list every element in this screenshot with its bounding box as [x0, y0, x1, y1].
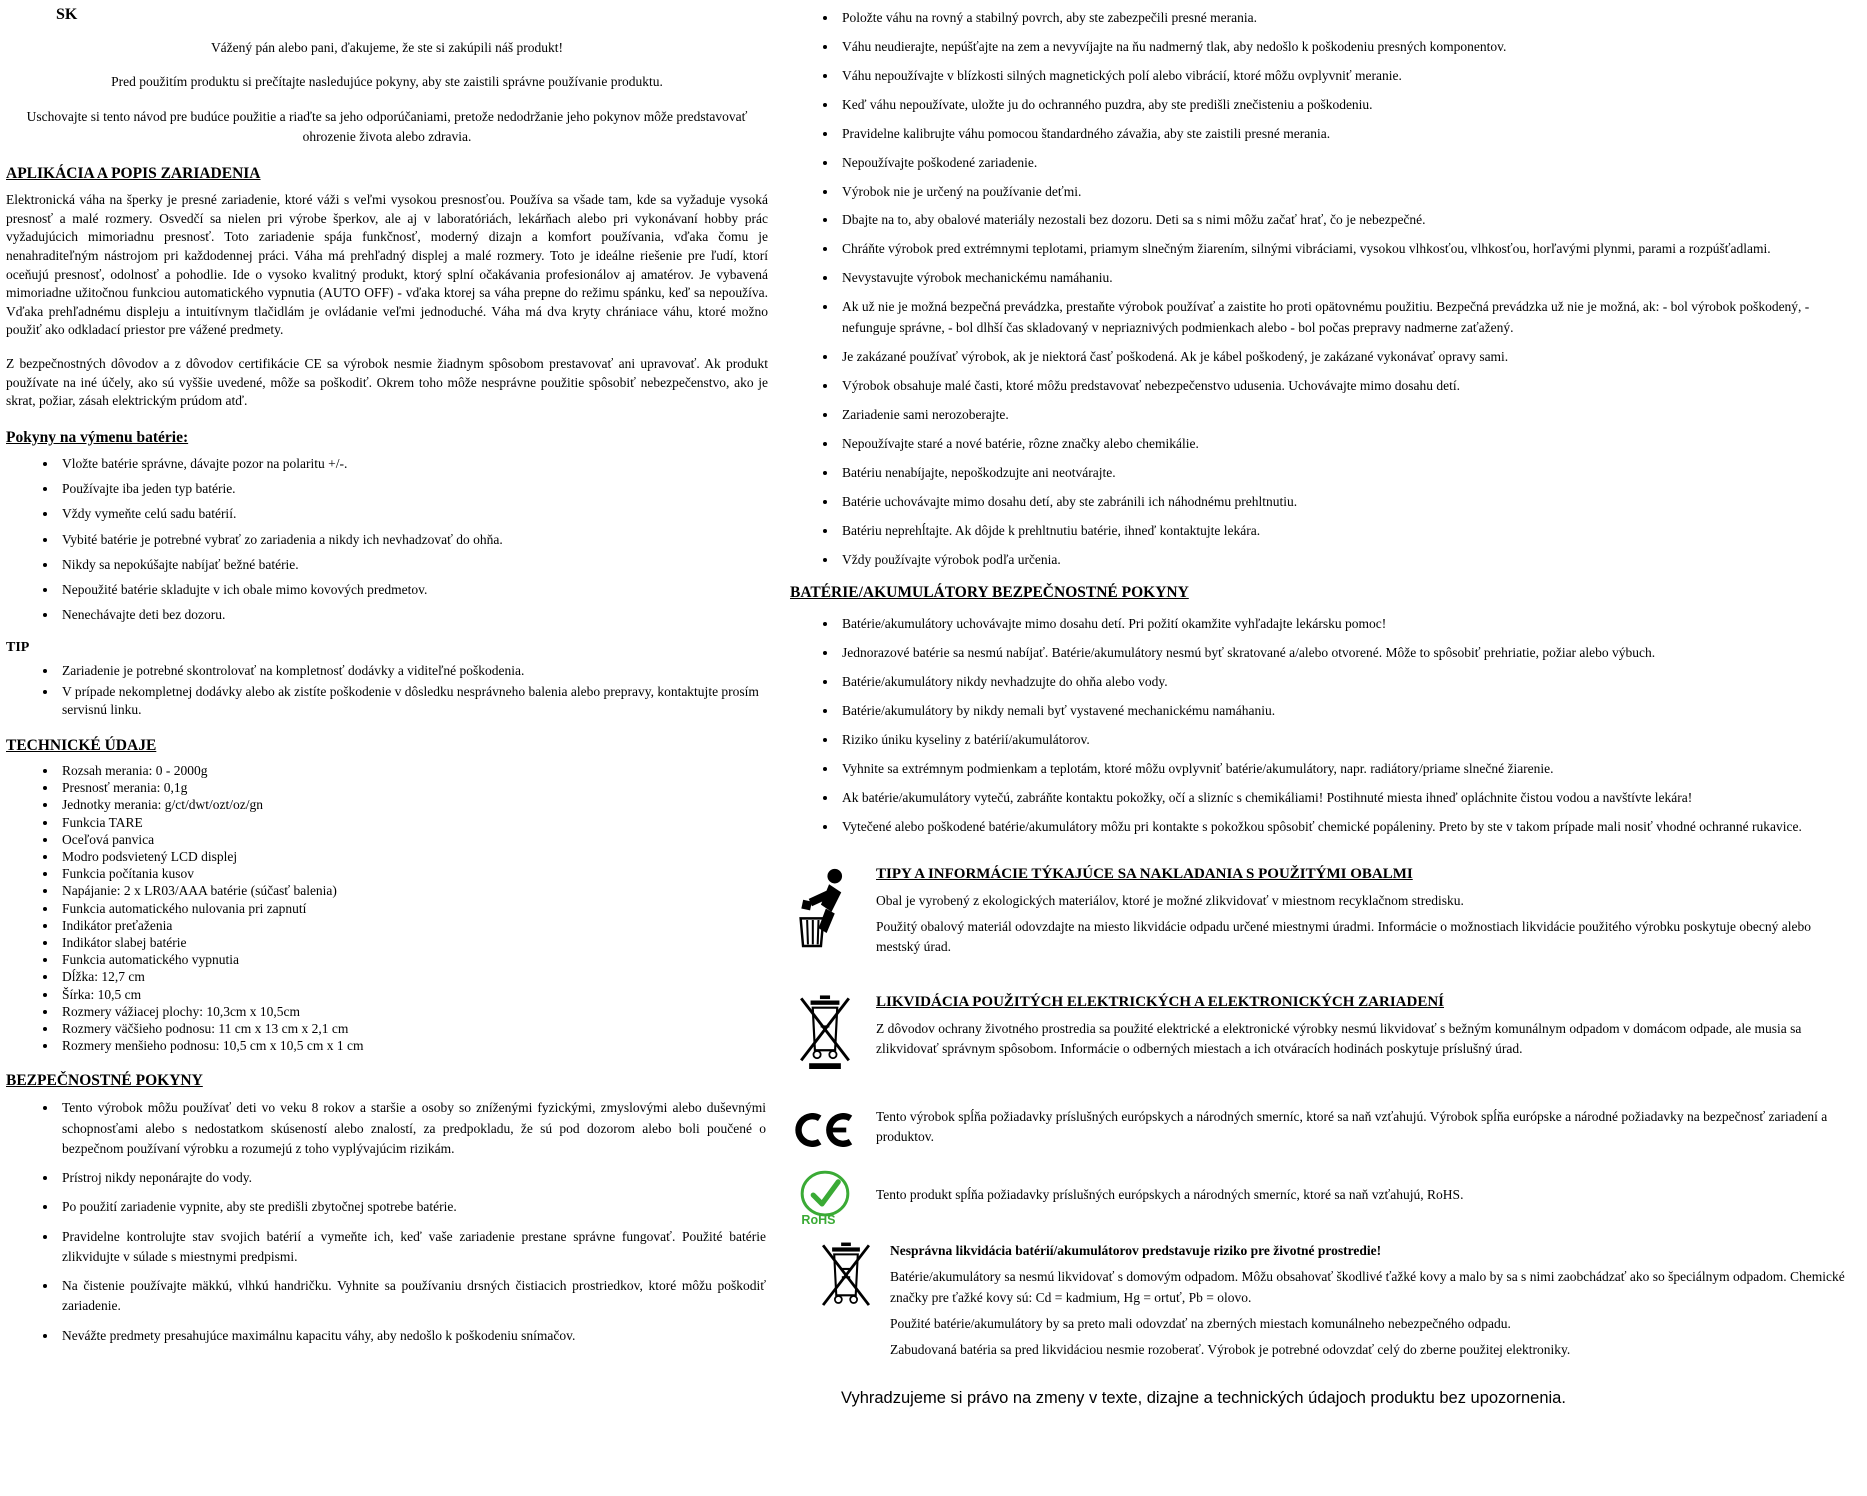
list-item: • Dĺžka: 12,7 cm — [58, 969, 768, 985]
list-item: • Indikátor preťaženia — [58, 918, 768, 934]
section-heading-battery-replacement: Pokyny na výmenu batérie: — [6, 428, 189, 446]
ce-text — [860, 1107, 1847, 1154]
ce-section — [790, 1107, 1847, 1154]
section-heading-battery-safety: BATÉRIE/AKUMULÁTORY BEZPEČNOSTNÉ POKYNY — [790, 584, 1189, 602]
list-item: • Zariadenie je potrebné skontrolovať na kompletnosť dodávky a viditeľné poškodenia. — [58, 662, 768, 680]
list-item: • Riziko úniku kyseliny z batérií/akumulátorov. — [838, 730, 1847, 751]
list-item: • Nepoužité batérie skladujte v ich obale mimo kovových predmetov. — [58, 581, 768, 599]
intro-greeting: Vážený pán alebo pani, ďakujeme, že ste si zakúpili náš produkt! — [210, 40, 564, 55]
weee-crossed-bin-icon — [790, 994, 860, 1069]
list-item: • Keď váhu nepoužívate, uložte ju do ochranného puzdra, aby ste predišli znečisteniu a poškodeniu. — [838, 95, 1847, 116]
list-item: • Pravidelne kalibrujte váhu pomocou štandardného závažia, aby ste zaistili presné merania. — [838, 124, 1847, 145]
rohs-text — [860, 1185, 1847, 1211]
list-item: • Funkcia automatického vypnutia — [58, 952, 768, 968]
list-item: • Rozmery väčšieho podnosu: 11 cm x 13 cm x 2,1 cm — [58, 1021, 768, 1037]
list-item: • Vždy používajte výrobok podľa určenia. — [838, 550, 1847, 571]
list-item: • Váhu nepoužívajte v blízkosti silných magnetických polí alebo vibrácií, ktoré môžu ovplyvniť meranie. — [838, 66, 1847, 87]
list-item: • V prípade nekompletnej dodávky alebo ak zistíte poškodenie v dôsledku nesprávneho balenia alebo prepravy, kontaktujte prosím servisnú linku. — [58, 683, 768, 719]
list-item: • Batérie/akumulátory by nikdy nemali byť vystavené mechanickému namáhaniu. — [838, 701, 1847, 722]
battery-crossed-bin-icon — [818, 1241, 874, 1308]
battery-disposal-paragraph-1: Batérie/akumulátory sa nesmú likvidovať s domovým odpadom. Môžu obsahovať škodlivé ťažké kovy a malo by sa s nimi zaobchádzať ako so špeciálnym odpadom. Chemické značky pre ťažké kovy sú: Cd = kadmium, Hg = ortuť, Pb = olovo. — [890, 1269, 1845, 1305]
weee-section — [790, 994, 1847, 1069]
battery-disposal-section — [790, 1241, 1847, 1366]
technical-data-list — [6, 763, 768, 1054]
list-item: • Chráňte výrobok pred extrémnymi teplotami, priamym slnečným žiarením, silnými vibráciami, vysokou vlhkosťou, vlhkosťou, horľavými plynmi, parami a rozpúšťadlami. — [838, 239, 1847, 260]
list-item: • Rozsah merania: 0 - 2000g — [58, 763, 768, 779]
section-heading-application: APLIKÁCIA A POPIS ZARIADENIA — [6, 165, 261, 182]
list-item: • Rozmery menšieho podnosu: 10,5 cm x 10,5 cm x 1 cm — [58, 1038, 768, 1054]
safety-list-left — [6, 1098, 768, 1346]
packaging-paragraph-2: Použitý obalový materiál odovzdajte na miesto likvidácie odpadu určené miestnymi úradmi. Informácie o možnostiach likvidácie použitého výrobku poskytuje obecný alebo mestský úrad. — [876, 919, 1811, 955]
list-item: • Nepoužívajte poškodené zariadenie. — [838, 153, 1847, 174]
list-item: • Nenechávajte deti bez dozoru. — [58, 606, 768, 624]
rohs-section — [790, 1169, 1847, 1227]
list-item: • Funkcia automatického nulovania pri zapnutí — [58, 901, 768, 917]
section-heading-tip: TIP — [6, 640, 30, 656]
packaging-disposal-section — [790, 866, 1847, 964]
weee-paragraph: Z dôvodov ochrany životného prostredia sa použité elektrické a elektronické výrobky nesmú likvidovať s bežným komunálnym odpadom v domácom odpade, ale musia sa zlikvidovať správnym spôsobom. Informácie o odberných miestach a ich otváracích hodinách poskytuje príslušný úrad. — [876, 1020, 1802, 1056]
list-item: • Ak batérie/akumulátory vytečú, zabráňte kontaktu pokožky, očí a slizníc s chemikáliami! Postihnuté miesta ihneď opláchnite čistou vodou a navštívte lekára! — [838, 788, 1847, 809]
language-code: SK — [56, 6, 78, 23]
list-item: • Prístroj nikdy neponárajte do vody. — [58, 1168, 768, 1188]
rohs-icon — [790, 1169, 860, 1227]
rohs-paragraph: Tento produkt spĺňa požiadavky príslušných európskych a národných smerníc, ktoré sa naň vzťahujú, RoHS. — [876, 1186, 1464, 1202]
list-item: • Na čistenie používajte mäkkú, vlhkú handričku. Vyhnite sa používaniu drsných čistiacich prostriedkov, ktoré môžu poškodiť zariadenie. — [58, 1276, 768, 1317]
battery-safety-list — [790, 614, 1847, 837]
battery-disposal-heading: Nesprávna likvidácia batérií/akumulátorov predstavuje riziko pre životné prostredie! — [890, 1243, 1382, 1259]
intro-keep-manual: Uschovajte si tento návod pre budúce použitie a riaďte sa jeho odporúčaniami, pretože nedodržanie jeho pokynov môže predstavovať ohrozenie života alebo zdravia. — [26, 108, 748, 144]
list-item: • Po použití zariadenie vypnite, aby ste predišli zbytočnej spotrebe batérie. — [58, 1197, 768, 1217]
section-heading-safety: BEZPEČNOSTNÉ POKYNY — [6, 1072, 203, 1090]
application-paragraph-1: Elektronická váha na šperky je presné zariadenie, ktoré váži s veľmi vysokou presnosťou. Používa sa všade tam, kde sa vyžaduje vysoká presnosť a malé rozmery. Osvedčí sa nielen pri výrobe šperkov, ale aj v laboratóriách, lekárňach alebo pri vykonávaní hobby prác vyžadujúcich mimoriadnu presnosť. Toto zariadenie spája funkčnosť, moderný dizajn a komfort používania, vďaka čomu je nenahraditeľným nástrojom pri každodennej práci. Váha má prehľadný displej a malé rozmery. Toto je ideálne riešenie pre ľudí, ktorí oceňujú presnosť, odolnosť a pohodlie. Ide o vysoko kvalitný produkt, ktorý splní očakávania profesionálov aj amatérov. Je vybavená mimoriadne užitočnou funkciou automatického vypnutia (AUTO OFF) - vďaka ktorej sa váha prepne do režimu spánku, keď sa nepoužíva. Vďaka prehľadnému displeju a intuitívnym tlačidlám je ovládanie veľmi jednoduché. Váha má dva kryty chrániace váhu, ktoré možno použiť ako odkladací priestor pre vážené predmety. — [6, 192, 768, 338]
right-column — [778, 0, 1867, 1496]
battery-disposal-text — [874, 1241, 1847, 1366]
weee-text — [860, 994, 1847, 1066]
list-item: • Zariadenie sami nerozoberajte. — [838, 405, 1847, 426]
list-item: • Dbajte na to, aby obalové materiály nezostali bez dozoru. Deti sa s nimi môžu začať hrať, čo je nebezpečné. — [838, 210, 1847, 231]
list-item: • Používajte iba jeden typ batérie. — [58, 480, 768, 498]
list-item: • Presnosť merania: 0,1g — [58, 780, 768, 796]
battery-disposal-paragraph-3: Zabudovaná batéria sa pred likvidáciou nesmie rozoberať. Výrobok je potrebné odovzdať celý do zberne použitej elektroniky. — [890, 1342, 1571, 1358]
list-item: • Batérie/akumulátory uchovávajte mimo dosahu detí. Pri požití okamžite vyhľadajte lekársku pomoc! — [838, 614, 1847, 635]
list-item: • Batériu neprehĺtajte. Ak dôjde k prehltnutiu batérie, ihneď kontaktujte lekára. — [838, 521, 1847, 542]
rohs-label: RoHS — [801, 1212, 836, 1227]
ce-mark-icon — [790, 1113, 860, 1147]
list-item: • Vyhnite sa extrémnym podmienkam a teplotám, ktoré môžu ovplyvniť batérie/akumulátory, napr. radiátory/priame slnečné žiarenie. — [838, 759, 1847, 780]
list-item: • Funkcia počítania kusov — [58, 866, 768, 882]
packaging-disposal-text — [860, 866, 1847, 964]
list-item: • Jednotky merania: g/ct/dwt/ozt/oz/gn — [58, 797, 768, 813]
application-paragraph-2: Z bezpečnostných dôvodov a z dôvodov certifikácie CE sa výrobok nesmie žiadnym spôsobom prestavovať ani upravovať. Ak produkt používate na iné účely, ako sú vyššie uvedené, môže sa poškodiť. Okrem toho môže nesprávne použitie spôsobiť nebezpečenstvo, ako je skrat, požiar, zásah elektrickým prúdom atď. — [6, 356, 768, 409]
tip-list — [6, 662, 768, 719]
list-item: • Výrobok obsahuje malé časti, ktoré môžu predstavovať nebezpečenstvo udusenia. Uchovávajte mimo dosahu detí. — [838, 376, 1847, 397]
list-item: • Batérie/akumulátory nikdy nevhadzujte do ohňa alebo vody. — [838, 672, 1847, 693]
list-item: • Vybité batérie je potrebné vybrať zo zariadenia a nikdy ich nevhadzovať do ohňa. — [58, 531, 768, 549]
list-item: • Váhu neudierajte, nepúšťajte na zem a nevyvíjajte na ňu nadmerný tlak, aby nedošlo k poškodeniu presných komponentov. — [838, 37, 1847, 58]
footer-note: Vyhradzujeme si právo na zmeny v texte, dizajne a technických údajoch produktu bez upozornenia. — [841, 1389, 1566, 1408]
list-item: • Šírka: 10,5 cm — [58, 987, 768, 1003]
list-item: • Výrobok nie je určený na používanie deťmi. — [838, 182, 1847, 203]
list-item: • Rozmery vážiacej plochy: 10,3cm x 10,5cm — [58, 1004, 768, 1020]
list-item: • Nevážte predmety presahujúce maximálnu kapacitu váhy, aby nedošlo k poškodeniu snímačov. — [58, 1326, 768, 1346]
list-item: • Batérie uchovávajte mimo dosahu detí, aby ste zabránili ich náhodnému prehltnutiu. — [838, 492, 1847, 513]
safety-list-right — [790, 8, 1847, 570]
litter-disposal-icon — [790, 866, 860, 948]
list-item: • Vložte batérie správne, dávajte pozor na polaritu +/-. — [58, 455, 768, 473]
section-heading-technical-data: TECHNICKÉ ÚDAJE — [6, 737, 157, 755]
list-item: • Oceľová panvica — [58, 832, 768, 848]
intro-read-instructions: Pred použitím produktu si prečítajte nasledujúce pokyny, aby ste zaistili správne používanie produktu. — [111, 74, 663, 90]
list-item: • Položte váhu na rovný a stabilný povrch, aby ste zabezpečili presné merania. — [838, 8, 1847, 29]
section-heading-packaging: TIPY A INFORMÁCIE TÝKAJÚCE SA NAKLADANIA S POUŽITÝMI OBALMI — [876, 865, 1413, 882]
list-item: • Nepoužívajte staré a nové batérie, rôzne značky alebo chemikálie. — [838, 434, 1847, 455]
list-item: • Jednorazové batérie sa nesmú nabíjať. Batérie/akumulátory nesmú byť skratované a/alebo otvorené. Môže to spôsobiť prehriatie, požiar alebo výbuch. — [838, 643, 1847, 664]
list-item: • Nikdy sa nepokúšajte nabíjať bežné batérie. — [58, 556, 768, 574]
list-item: • Tento výrobok môžu používať deti vo veku 8 rokov a staršie a osoby so zníženými fyzickými, zmyslovými alebo duševnými schopnosťami alebo s nedostatkom skúseností alebo znalostí, za predpokladu, že sú pod dozorom alebo boli poučené o bezpečnom používaní výrobku a rozumejú z toho vyplývajúcim rizikám. — [58, 1098, 768, 1159]
battery-replacement-list — [6, 455, 768, 625]
list-item: • Vytečené alebo poškodené batérie/akumulátory môžu pri kontakte s pokožkou spôsobiť chemické popáleniny. Preto by ste v takom prípade mali nosiť vhodné ochranné rukavice. — [838, 817, 1847, 838]
list-item: • Je zakázané používať výrobok, ak je niektorá časť poškodená. Ak je kábel poškodený, je zakázané vykonávať opravy sami. — [838, 347, 1847, 368]
left-column — [0, 0, 778, 1496]
list-item: • Nevystavujte výrobok mechanickému namáhaniu. — [838, 268, 1847, 289]
list-item: • Pravidelne kontrolujte stav svojich batérií a vymeňte ich, keď vaše zariadenie prestane správne fungovať. Použité batérie zlikvidujte v súlade s miestnymi predpismi. — [58, 1227, 768, 1268]
list-item: • Batériu nenabíjajte, nepoškodzujte ani neotvárajte. — [838, 463, 1847, 484]
list-item: • Napájanie: 2 x LR03/AAA batérie (súčasť balenia) — [58, 883, 768, 899]
list-item: • Ak už nie je možná bezpečná prevádzka, prestaňte výrobok používať a zaistite ho proti opätovnému použitiu. Bezpečná prevádzka už nie je možná, ak: - bol výrobok poškodený, - nefunguje správne, - bol dlhší čas skladovaný v nepriaznivých podmienkach alebo - bol počas prepravy nadmerne zaťažený. — [838, 297, 1847, 339]
battery-disposal-paragraph-2: Použité batérie/akumulátory by sa preto mali odovzdať na zberných miestach komunálneho nebezpečného odpadu. — [890, 1315, 1511, 1331]
list-item: • Modro podsvietený LCD displej — [58, 849, 768, 865]
list-item: • Indikátor slabej batérie — [58, 935, 768, 951]
list-item: • Funkcia TARE — [58, 815, 768, 831]
section-heading-weee: LIKVIDÁCIA POUŽITÝCH ELEKTRICKÝCH A ELEKTRONICKÝCH ZARIADENÍ — [876, 993, 1445, 1010]
list-item: • Vždy vymeňte celú sadu batérií. — [58, 505, 768, 523]
packaging-paragraph-1: Obal je vyrobený z ekologických materiálov, ktoré je možné zlikvidovať v miestnom recyklačnom stredisku. — [876, 892, 1464, 908]
ce-paragraph: Tento výrobok spĺňa požiadavky príslušných európskych a národných smerníc, ktoré sa naň vzťahujú. Výrobok spĺňa európske a národné požiadavky na bezpečnosť zariadení a produktov. — [876, 1108, 1828, 1144]
